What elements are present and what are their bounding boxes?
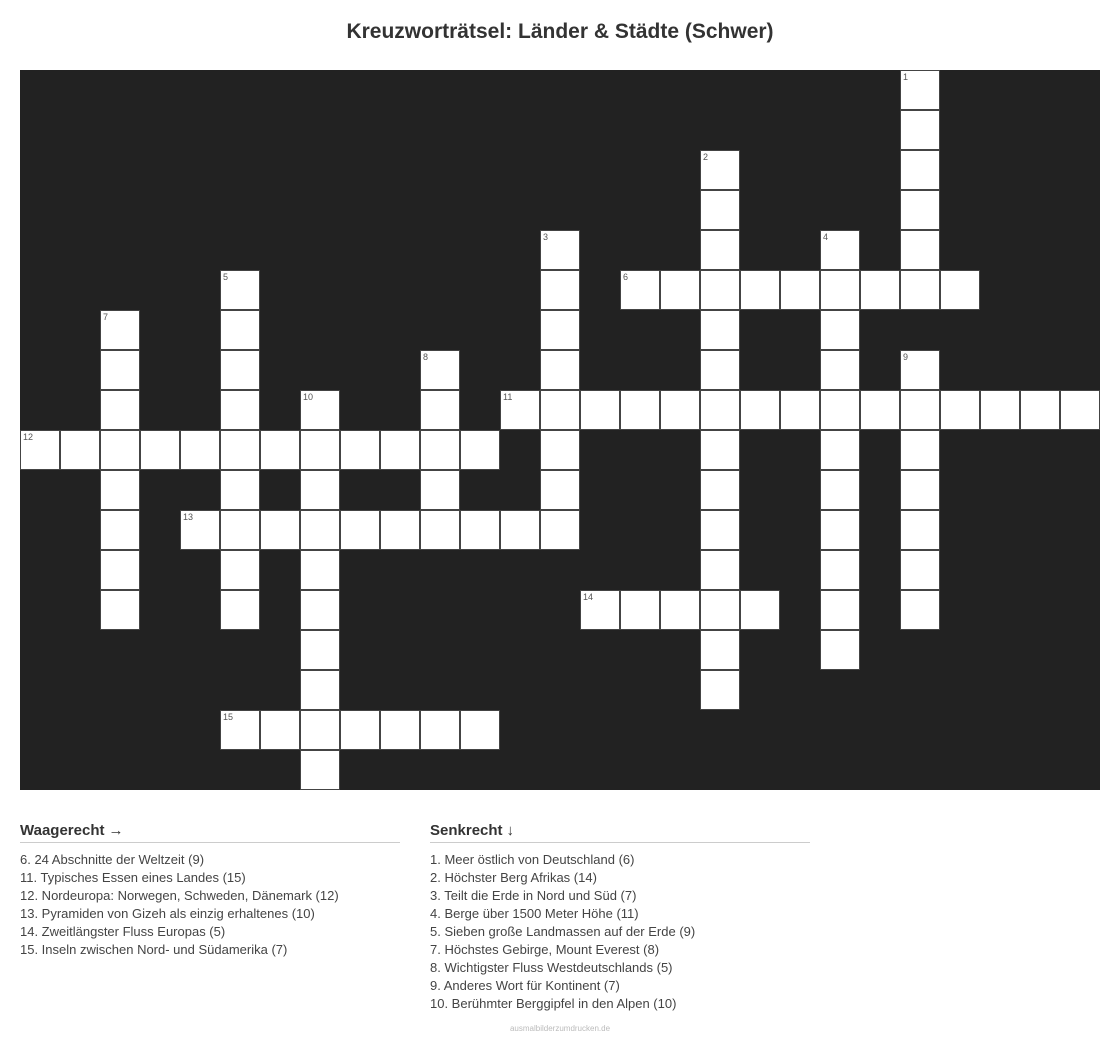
- grid-cell[interactable]: [900, 350, 940, 390]
- grid-cell[interactable]: [540, 350, 580, 390]
- clue-number: 6: [623, 272, 629, 282]
- clue-number: 12: [23, 432, 34, 442]
- grid-cell[interactable]: [420, 710, 460, 750]
- grid-cell[interactable]: [100, 550, 140, 590]
- across-heading: [20, 822, 400, 843]
- clue-item: 1. Meer östlich von Deutschland (6): [430, 852, 635, 867]
- grid-cell[interactable]: [380, 510, 420, 550]
- grid-cell[interactable]: [900, 590, 940, 630]
- clue-number: 8: [423, 352, 429, 362]
- grid-cell[interactable]: [300, 750, 340, 790]
- grid-cell[interactable]: [900, 470, 940, 510]
- grid-cell[interactable]: [540, 230, 580, 270]
- grid-cell[interactable]: [100, 390, 140, 430]
- grid-cell[interactable]: [820, 550, 860, 590]
- grid-cell[interactable]: [540, 390, 580, 430]
- clue-number: 9: [903, 352, 909, 362]
- grid-cell[interactable]: [220, 310, 260, 350]
- grid-cell[interactable]: [740, 390, 780, 430]
- grid-cell[interactable]: [220, 430, 260, 470]
- grid-cell[interactable]: [180, 430, 220, 470]
- grid-cell[interactable]: [420, 470, 460, 510]
- grid-cell[interactable]: [100, 350, 140, 390]
- grid-cell[interactable]: [860, 390, 900, 430]
- grid-cell[interactable]: [700, 310, 740, 350]
- grid-cell[interactable]: [300, 670, 340, 710]
- grid-cell[interactable]: [300, 630, 340, 670]
- grid-cell[interactable]: [220, 470, 260, 510]
- clue-item: 10. Berühmter Berggipfel in den Alpen (10): [430, 996, 677, 1011]
- grid-cell[interactable]: [220, 710, 260, 750]
- grid-cell[interactable]: [700, 470, 740, 510]
- grid-cell[interactable]: [220, 350, 260, 390]
- clue-item: 4. Berge über 1500 Meter Höhe (11): [430, 906, 639, 921]
- grid-cell[interactable]: [540, 430, 580, 470]
- grid-cell[interactable]: [820, 270, 860, 310]
- grid-cell[interactable]: [300, 710, 340, 750]
- grid-cell[interactable]: [300, 390, 340, 430]
- grid-cell[interactable]: [420, 390, 460, 430]
- down-heading: [430, 822, 810, 843]
- clue-item: 8. Wichtigster Fluss Westdeutschlands (5): [430, 960, 673, 975]
- grid-cell[interactable]: [500, 510, 540, 550]
- grid-cell[interactable]: [820, 470, 860, 510]
- grid-cell[interactable]: [700, 510, 740, 550]
- clue-item: 12. Nordeuropa: Norwegen, Schweden, Dänemark (12): [20, 888, 339, 903]
- grid-cell[interactable]: [540, 470, 580, 510]
- grid-cell[interactable]: [220, 270, 260, 310]
- grid-cell[interactable]: [460, 430, 500, 470]
- grid-cell[interactable]: [780, 270, 820, 310]
- clue-item: 3. Teilt die Erde in Nord und Süd (7): [430, 888, 637, 903]
- footer-credit: ausmalbilderzumdrucken.de: [509, 1024, 611, 1033]
- clue-item: 11. Typisches Essen eines Landes (15): [20, 870, 246, 885]
- grid-cell[interactable]: [700, 430, 740, 470]
- down-arrow-icon: ↓: [506, 822, 515, 839]
- grid-cell[interactable]: [700, 190, 740, 230]
- grid-cell[interactable]: [100, 510, 140, 550]
- grid-cell[interactable]: [260, 430, 300, 470]
- grid-cell[interactable]: [140, 430, 180, 470]
- clue-item: 9. Anderes Wort für Kontinent (7): [430, 978, 620, 993]
- grid-cell[interactable]: [340, 510, 380, 550]
- grid-cell[interactable]: [900, 390, 940, 430]
- grid-cell[interactable]: [220, 590, 260, 630]
- grid-cell[interactable]: [900, 510, 940, 550]
- grid-cell[interactable]: [700, 390, 740, 430]
- grid-cell[interactable]: [940, 270, 980, 310]
- grid-cell[interactable]: [860, 270, 900, 310]
- grid-cell[interactable]: [340, 710, 380, 750]
- down-clue-list: [430, 851, 810, 1013]
- grid-cell[interactable]: [100, 310, 140, 350]
- clue-number: 1: [903, 72, 909, 82]
- clue-item: 6. 24 Abschnitte der Weltzeit (9): [20, 852, 205, 867]
- grid-cell[interactable]: [820, 510, 860, 550]
- grid-cell[interactable]: [20, 430, 60, 470]
- grid-cell[interactable]: [100, 430, 140, 470]
- grid-cell[interactable]: [1060, 390, 1100, 430]
- grid-cell[interactable]: [900, 110, 940, 150]
- grid-cell[interactable]: [700, 630, 740, 670]
- grid-cell[interactable]: [820, 430, 860, 470]
- grid-cell[interactable]: [540, 510, 580, 550]
- grid-cell[interactable]: [300, 470, 340, 510]
- grid-cell[interactable]: [740, 270, 780, 310]
- clue-number: 4: [823, 232, 829, 242]
- grid-cell[interactable]: [700, 670, 740, 710]
- clue-number: 13: [183, 512, 194, 522]
- grid-cell[interactable]: [700, 150, 740, 190]
- grid-cell[interactable]: [700, 590, 740, 630]
- grid-cell[interactable]: [980, 390, 1020, 430]
- grid-cell[interactable]: [900, 230, 940, 270]
- grid-cell[interactable]: [900, 190, 940, 230]
- grid-cell[interactable]: [940, 390, 980, 430]
- grid-cell[interactable]: [380, 430, 420, 470]
- grid-cell[interactable]: [60, 430, 100, 470]
- grid-cell[interactable]: [700, 550, 740, 590]
- grid-cell[interactable]: [820, 630, 860, 670]
- grid-cell[interactable]: [420, 510, 460, 550]
- grid-cell[interactable]: [220, 550, 260, 590]
- grid-cell[interactable]: [620, 270, 660, 310]
- down-heading-label: Senkrecht: [430, 822, 503, 839]
- clue-number: 2: [703, 152, 709, 162]
- across-clues-section: [20, 822, 400, 959]
- clue-item: 13. Pyramiden von Gizeh als einzig erhaltenes (10): [20, 906, 315, 921]
- crossword-grid: [20, 70, 1100, 790]
- down-clues-section: [430, 822, 810, 1013]
- page-title: Kreuzworträtsel: Länder & Städte (Schwer): [346, 20, 774, 43]
- clue-item: 15. Inseln zwischen Nord- und Südamerika (7): [20, 942, 288, 957]
- grid-cell[interactable]: [740, 590, 780, 630]
- grid-cell[interactable]: [900, 70, 940, 110]
- grid-cell[interactable]: [780, 390, 820, 430]
- grid-cell[interactable]: [580, 590, 620, 630]
- clue-number: 10: [303, 392, 314, 402]
- grid-cell[interactable]: [300, 430, 340, 470]
- grid-cell[interactable]: [260, 510, 300, 550]
- grid-cell[interactable]: [420, 430, 460, 470]
- clue-number: 14: [583, 592, 594, 602]
- grid-cell[interactable]: [180, 510, 220, 550]
- clue-item: 7. Höchstes Gebirge, Mount Everest (8): [430, 942, 660, 957]
- grid-cell[interactable]: [220, 510, 260, 550]
- grid-cell[interactable]: [300, 550, 340, 590]
- clue-number: 15: [223, 712, 234, 722]
- grid-cell[interactable]: [900, 430, 940, 470]
- grid-cell[interactable]: [820, 590, 860, 630]
- grid-cell[interactable]: [820, 350, 860, 390]
- grid-cell[interactable]: [220, 390, 260, 430]
- clue-number: 3: [543, 232, 549, 242]
- grid-cell[interactable]: [100, 590, 140, 630]
- clue-number: 5: [223, 272, 229, 282]
- grid-cell[interactable]: [620, 390, 660, 430]
- grid-cell[interactable]: [380, 710, 420, 750]
- grid-cell[interactable]: [660, 590, 700, 630]
- grid-cell[interactable]: [700, 350, 740, 390]
- grid-cell[interactable]: [820, 390, 860, 430]
- grid-cell[interactable]: [900, 150, 940, 190]
- grid-cell[interactable]: [620, 590, 660, 630]
- clue-number: 7: [103, 312, 109, 322]
- grid-cell[interactable]: [700, 270, 740, 310]
- grid-cell[interactable]: [420, 350, 460, 390]
- grid-cell[interactable]: [100, 470, 140, 510]
- grid-cell[interactable]: [260, 710, 300, 750]
- right-arrow-icon: →: [108, 822, 124, 839]
- grid-cell[interactable]: [540, 310, 580, 350]
- grid-cell[interactable]: [580, 390, 620, 430]
- grid-cell[interactable]: [300, 510, 340, 550]
- grid-cell[interactable]: [820, 310, 860, 350]
- grid-cell[interactable]: [1020, 390, 1060, 430]
- grid-cell[interactable]: [820, 230, 860, 270]
- clue-item: 5. Sieben große Landmassen auf der Erde (9): [430, 924, 696, 939]
- clue-number: 11: [503, 392, 513, 402]
- grid-cell[interactable]: [500, 390, 540, 430]
- clue-item: 14. Zweitlängster Fluss Europas (5): [20, 924, 226, 939]
- across-heading-label: Waagerecht: [20, 822, 105, 839]
- grid-cell[interactable]: [540, 270, 580, 310]
- grid-cell[interactable]: [460, 710, 500, 750]
- grid-cell[interactable]: [300, 590, 340, 630]
- grid-cell[interactable]: [660, 270, 700, 310]
- grid-cell[interactable]: [340, 430, 380, 470]
- clue-item: 2. Höchster Berg Afrikas (14): [430, 870, 597, 885]
- grid-cell[interactable]: [460, 510, 500, 550]
- across-clue-list: [20, 851, 400, 959]
- grid-cell[interactable]: [900, 270, 940, 310]
- grid-cell[interactable]: [700, 230, 740, 270]
- grid-cell[interactable]: [660, 390, 700, 430]
- grid-cell[interactable]: [900, 550, 940, 590]
